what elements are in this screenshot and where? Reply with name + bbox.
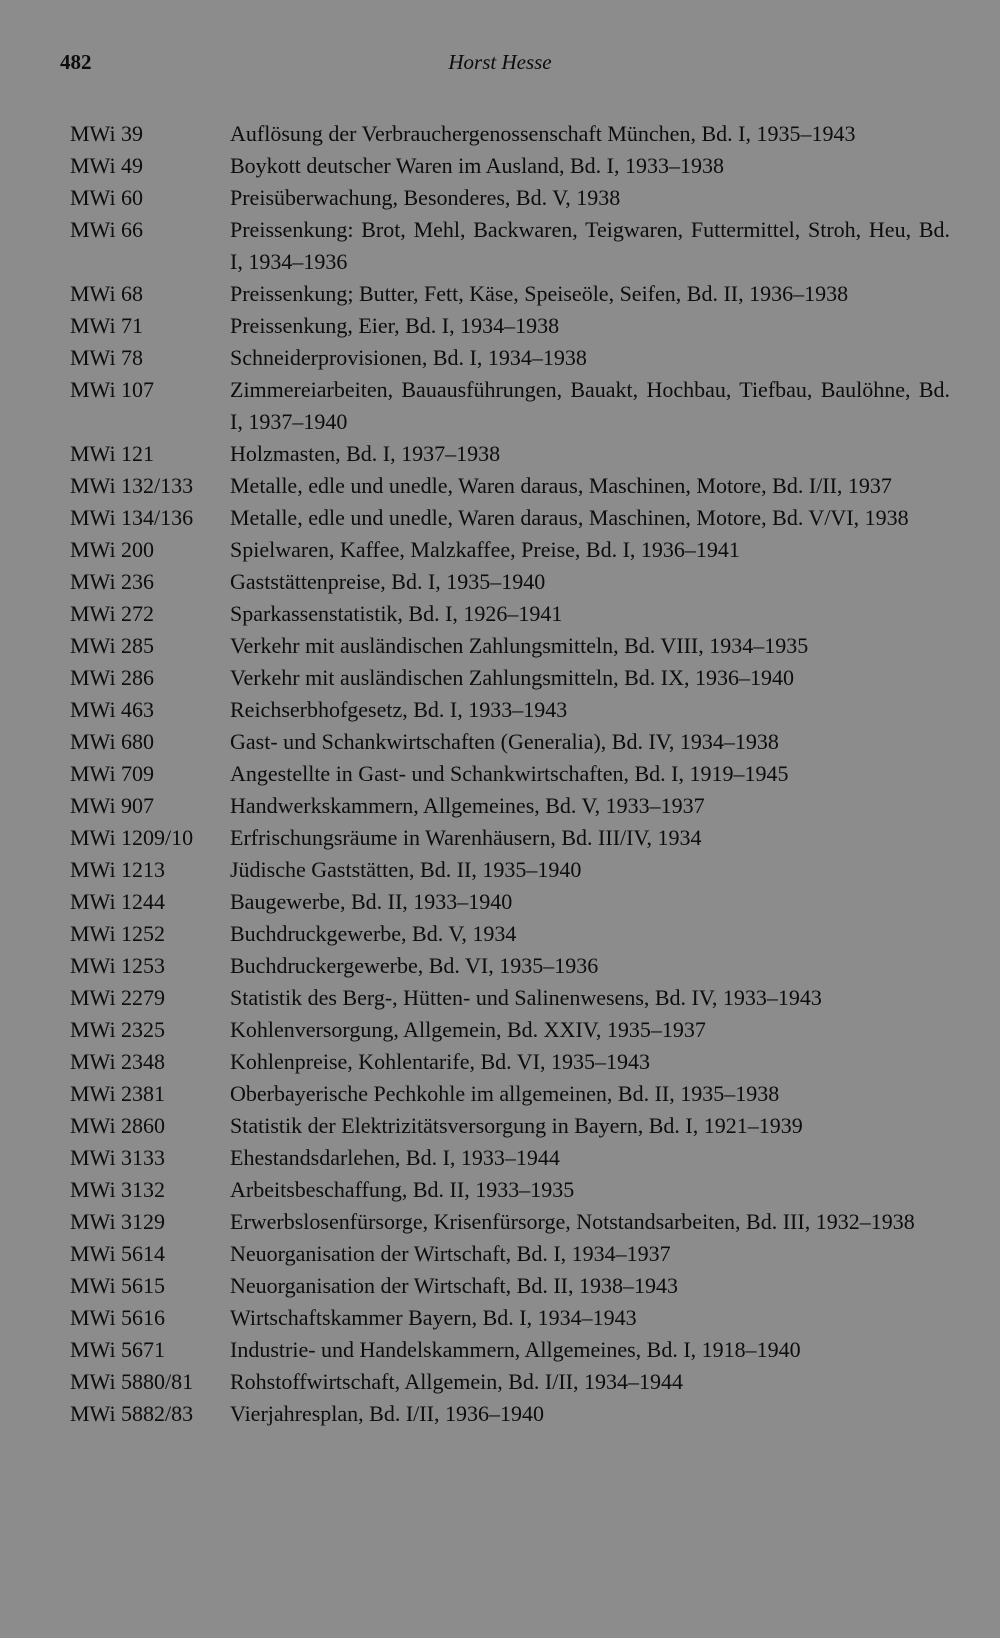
list-item xyxy=(70,918,950,950)
archive-signature: MWi 200 xyxy=(70,537,155,562)
list-item xyxy=(70,214,950,278)
page-number: 482 xyxy=(60,50,92,74)
list-item xyxy=(70,150,950,182)
list-item xyxy=(70,374,950,438)
file-description: Wirtschaftskammer Bayern, Bd. I, 1934–1943 xyxy=(230,1305,637,1330)
file-description: Oberbayerische Pechkohle im allgemeinen, Bd. II, 1935–1938 xyxy=(230,1081,780,1106)
list-item xyxy=(70,182,950,214)
archive-signature: MWi 121 xyxy=(70,441,155,466)
archive-signature: MWi 68 xyxy=(70,281,144,306)
archive-signature: MWi 134/136 xyxy=(70,505,194,530)
file-description: Sparkassenstatistik, Bd. I, 1926–1941 xyxy=(230,601,563,626)
archive-signature: MWi 1252 xyxy=(70,921,166,946)
list-item xyxy=(70,1366,950,1398)
file-description: Statistik des Berg-, Hütten- und Salinenwesens, Bd. IV, 1933–1943 xyxy=(230,985,822,1010)
archive-signature: MWi 78 xyxy=(70,345,144,370)
file-description: Spielwaren, Kaffee, Malzkaffee, Preise, Bd. I, 1936–1941 xyxy=(230,537,740,562)
list-item xyxy=(70,438,950,470)
list-item xyxy=(70,534,950,566)
archive-signature: MWi 107 xyxy=(70,377,155,402)
file-description: Erwerbslosenfürsorge, Krisenfürsorge, Notstandsarbeiten, Bd. III, 1932–1938 xyxy=(230,1209,915,1234)
file-description: Preissenkung, Eier, Bd. I, 1934–1938 xyxy=(230,313,560,338)
list-item xyxy=(70,662,950,694)
list-item xyxy=(70,1206,950,1238)
file-description: Schneiderprovisionen, Bd. I, 1934–1938 xyxy=(230,345,587,370)
archive-signature: MWi 5880/81 xyxy=(70,1369,194,1394)
file-description: Verkehr mit ausländischen Zahlungsmitteln, Bd. IX, 1936–1940 xyxy=(230,665,794,690)
archive-signature: MWi 286 xyxy=(70,665,155,690)
file-description: Verkehr mit ausländischen Zahlungsmitteln, Bd. VIII, 1934–1935 xyxy=(230,633,809,658)
list-item xyxy=(70,118,950,150)
file-description: Holzmasten, Bd. I, 1937–1938 xyxy=(230,441,501,466)
file-description: Arbeitsbeschaffung, Bd. II, 1933–1935 xyxy=(230,1177,575,1202)
archive-signature: MWi 66 xyxy=(70,217,144,242)
archive-signature: MWi 680 xyxy=(70,729,155,754)
file-description: Jüdische Gaststätten, Bd. II, 1935–1940 xyxy=(230,857,582,882)
archive-signature: MWi 39 xyxy=(70,121,144,146)
running-head: Horst Hesse xyxy=(448,50,552,74)
archive-signature: MWi 5671 xyxy=(70,1337,166,1362)
file-description: Buchdruckgewerbe, Bd. V, 1934 xyxy=(230,921,517,946)
file-description: Gaststättenpreise, Bd. I, 1935–1940 xyxy=(230,569,546,594)
archive-signature: MWi 71 xyxy=(70,313,144,338)
list-item xyxy=(70,598,950,630)
archive-signature: MWi 236 xyxy=(70,569,155,594)
file-description: Erfrischungsräume in Warenhäusern, Bd. III/IV, 1934 xyxy=(230,825,702,850)
list-item xyxy=(70,1110,950,1142)
archive-signature: MWi 5614 xyxy=(70,1241,166,1266)
archive-signature-list xyxy=(70,118,950,1430)
list-item xyxy=(70,726,950,758)
file-description: Angestellte in Gast- und Schankwirtschaften, Bd. I, 1919–1945 xyxy=(230,761,789,786)
archive-signature: MWi 272 xyxy=(70,601,155,626)
archive-signature: MWi 3132 xyxy=(70,1177,166,1202)
file-description: Reichserbhofgesetz, Bd. I, 1933–1943 xyxy=(230,697,568,722)
file-description: Statistik der Elektrizitätsversorgung in Bayern, Bd. I, 1921–1939 xyxy=(230,1113,803,1138)
file-description: Preissenkung; Butter, Fett, Käse, Speiseöle, Seifen, Bd. II, 1936–1938 xyxy=(230,281,849,306)
archive-signature: MWi 5615 xyxy=(70,1273,166,1298)
list-item xyxy=(70,982,950,1014)
file-description: Rohstoffwirtschaft, Allgemein, Bd. I/II, 1934–1944 xyxy=(230,1369,683,1394)
list-item xyxy=(70,790,950,822)
archive-signature: MWi 1244 xyxy=(70,889,166,914)
list-item xyxy=(70,310,950,342)
list-item xyxy=(70,1238,950,1270)
file-description: Preisüberwachung, Besonderes, Bd. V, 1938 xyxy=(230,185,621,210)
archive-signature: MWi 2348 xyxy=(70,1049,166,1074)
archive-signature: MWi 5882/83 xyxy=(70,1401,194,1426)
file-description: Kohlenversorgung, Allgemein, Bd. XXIV, 1935–1937 xyxy=(230,1017,706,1042)
file-description: Kohlenpreise, Kohlentarife, Bd. VI, 1935–1943 xyxy=(230,1049,650,1074)
archive-signature: MWi 2325 xyxy=(70,1017,166,1042)
archive-signature: MWi 60 xyxy=(70,185,144,210)
file-description: Metalle, edle und unedle, Waren daraus, Maschinen, Motore, Bd. V/VI, 1938 xyxy=(230,505,909,530)
file-description: Vierjahresplan, Bd. I/II, 1936–1940 xyxy=(230,1401,544,1426)
list-item xyxy=(70,758,950,790)
archive-signature: MWi 285 xyxy=(70,633,155,658)
archive-signature: MWi 463 xyxy=(70,697,155,722)
archive-signature: MWi 2279 xyxy=(70,985,166,1010)
archive-signature: MWi 3129 xyxy=(70,1209,166,1234)
list-item xyxy=(70,694,950,726)
archive-signature: MWi 2860 xyxy=(70,1113,166,1138)
file-description: Buchdruckergewerbe, Bd. VI, 1935–1936 xyxy=(230,953,599,978)
archive-signature: MWi 5616 xyxy=(70,1305,166,1330)
archive-signature: MWi 132/133 xyxy=(70,473,194,498)
file-description: Ehestandsdarlehen, Bd. I, 1933–1944 xyxy=(230,1145,560,1170)
file-description: Preissenkung: Brot, Mehl, Backwaren, Teigwaren, Futtermittel, Stroh, Heu, Bd. I, 1934–1936 xyxy=(230,217,950,274)
file-description: Neuorganisation der Wirtschaft, Bd. I, 1934–1937 xyxy=(230,1241,671,1266)
list-item xyxy=(70,1398,950,1430)
list-item xyxy=(70,342,950,374)
archive-signature: MWi 1209/10 xyxy=(70,825,194,850)
file-description: Handwerkskammern, Allgemeines, Bd. V, 1933–1937 xyxy=(230,793,705,818)
list-item xyxy=(70,1174,950,1206)
file-description: Auflösung der Verbrauchergenossenschaft München, Bd. I, 1935–1943 xyxy=(230,121,856,146)
list-item xyxy=(70,854,950,886)
archive-signature: MWi 1213 xyxy=(70,857,166,882)
list-item xyxy=(70,886,950,918)
list-item xyxy=(70,1302,950,1334)
list-item xyxy=(70,278,950,310)
list-item xyxy=(70,502,950,534)
file-description: Neuorganisation der Wirtschaft, Bd. II, 1938–1943 xyxy=(230,1273,678,1298)
archive-signature: MWi 709 xyxy=(70,761,155,786)
file-description: Industrie- und Handelskammern, Allgemeines, Bd. I, 1918–1940 xyxy=(230,1337,801,1362)
file-description: Metalle, edle und unedle, Waren daraus, Maschinen, Motore, Bd. I/II, 1937 xyxy=(230,473,892,498)
page-header xyxy=(60,50,940,80)
archive-signature: MWi 49 xyxy=(70,153,144,178)
file-description: Baugewerbe, Bd. II, 1933–1940 xyxy=(230,889,513,914)
list-item xyxy=(70,1046,950,1078)
list-item xyxy=(70,1334,950,1366)
file-description: Boykott deutscher Waren im Ausland, Bd. I, 1933–1938 xyxy=(230,153,724,178)
list-item xyxy=(70,1014,950,1046)
archive-signature: MWi 907 xyxy=(70,793,155,818)
list-item xyxy=(70,630,950,662)
file-description: Zimmereiarbeiten, Bauausführungen, Bauakt, Hochbau, Tiefbau, Baulöhne, Bd. I, 1937–1940 xyxy=(230,377,950,434)
file-description: Gast- und Schankwirtschaften (Generalia), Bd. IV, 1934–1938 xyxy=(230,729,779,754)
list-item xyxy=(70,566,950,598)
list-item xyxy=(70,1078,950,1110)
archive-signature: MWi 3133 xyxy=(70,1145,166,1170)
archive-signature: MWi 2381 xyxy=(70,1081,166,1106)
archive-signature: MWi 1253 xyxy=(70,953,166,978)
list-item xyxy=(70,1142,950,1174)
list-item xyxy=(70,822,950,854)
list-item xyxy=(70,470,950,502)
list-item xyxy=(70,950,950,982)
list-item xyxy=(70,1270,950,1302)
